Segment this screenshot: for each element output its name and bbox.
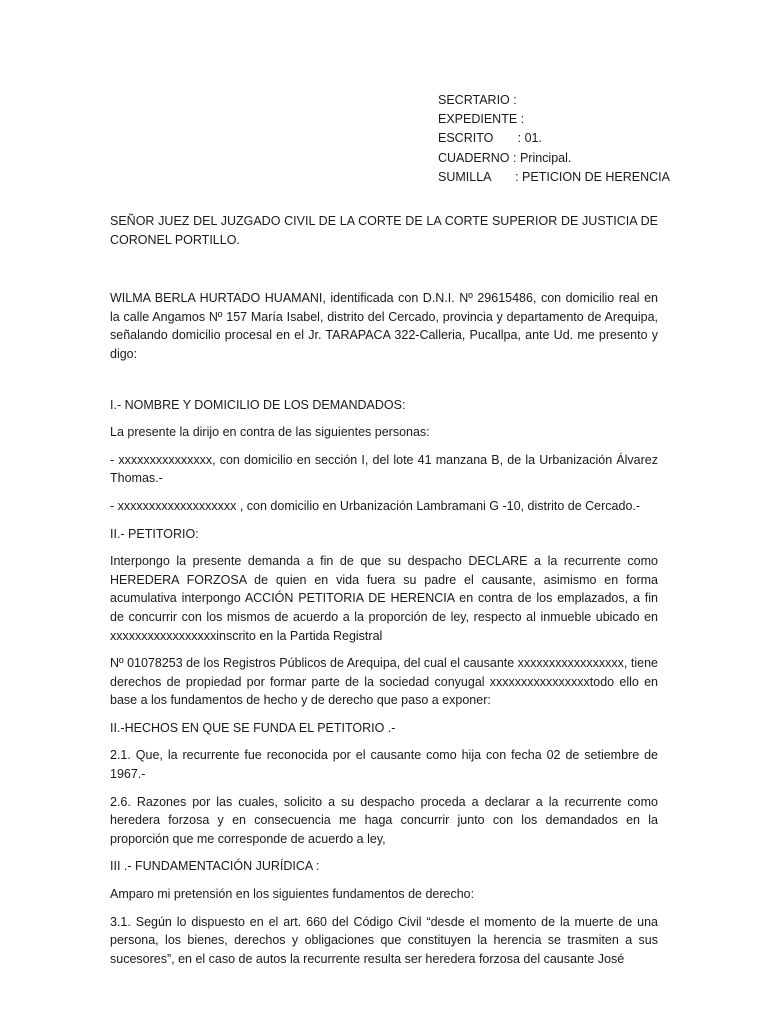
- petitorio-paragraph: Nº 01078253 de los Registros Públicos de Arequipa, del cual el causante xxxxxxxxxxxxxxxxx, tiene derechos de propiedad por formar parte de la sociedad conyugal xxxxxxxxxxxxxxxxtodo ello en base a los fundamentos de hecho y de derecho que paso a exponer:: [110, 656, 658, 708]
- legal-lead: Amparo mi pretensión en los siguientes fundamentos de derecho:: [110, 887, 475, 902]
- case-header: [438, 91, 738, 187]
- intro-paragraph: WILMA BERLA HURTADO HUAMANI, identificada con D.N.I. Nº 29615486, con domicilio real en la calle Angamos Nº 157 María Isabel, distrito del Cercado, provincia y departamento de Arequipa, señalando domicilio procesal en el Jr. TARAPACA 322-Calleria, Pucallpa, ante Ud. me presento y digo:: [110, 291, 658, 361]
- petitorio-paragraph: Interpongo la presente demanda a fin de que su despacho DECLARE a la recurrente como HEREDERA FORZOSA de quien en vida fuera su padre el causante, asimismo en forma acumulativa interpongo ACCIÓN PETITORIA DE HERENCIA en contra de los emplazados, a fin de concurrir con los mismos de acuerdo a la proporción de ley, respecto al inmueble ubicado en xxxxxxxxxxxxxxxxxinscrito en la Partida Registral: [110, 554, 658, 643]
- defendants-lead: La presente la dirijo en contra de las siguientes personas:: [110, 425, 430, 440]
- defendant-item: - xxxxxxxxxxxxxxx, con domicilio en sección I, del lote 41 manzana B, de la Urbanización Álvarez Thomas.-: [110, 452, 658, 486]
- legal-paragraph: 3.1. Según lo dispuesto en el art. 660 del Código Civil “desde el momento de la muerte de una persona, los bienes, derechos y obligaciones que constituyen la herencia se trasmiten a sus sucesores”, en el caso de autos la recurrente resulta ser heredera forzosa del causante José: [110, 914, 658, 966]
- document-body: [110, 212, 658, 977]
- sumilla-line: SUMILLA : PETICION DE HERENCIA: [438, 169, 670, 184]
- facts-paragraph: 2.6. Razones por las cuales, solicito a su despacho proceda a declarar a la recurrente como heredera forzosa y en consecuencia me haga concurrir junto con los demandados en la proporción que me corresponde de acuerdo a ley,: [110, 794, 658, 846]
- section-legal-heading: III .- FUNDAMENTACIÓN JURÍDICA :: [110, 859, 320, 874]
- escrito-line: ESCRITO : 01.: [438, 131, 542, 146]
- expediente-line: EXPEDIENTE :: [438, 112, 525, 127]
- section-defendants-heading: I.- NOMBRE Y DOMICILIO DE LOS DEMANDADOS:: [110, 397, 406, 412]
- defendant-item: - xxxxxxxxxxxxxxxxxxx , con domicilio en Urbanización Lambramani G -10, distrito de Cercado.-: [110, 498, 641, 513]
- secretario-line: SECRTARIO :: [438, 93, 517, 107]
- facts-paragraph: 2.1. Que, la recurrente fue reconocida por el causante como hija con fecha 02 de setiembre de 1967.-: [110, 748, 658, 782]
- section-facts-heading: II.-HECHOS EN QUE SE FUNDA EL PETITORIO .-: [110, 720, 396, 735]
- section-petitorio-heading: II.- PETITORIO:: [110, 526, 199, 541]
- cuaderno-line: CUADERNO : Principal.: [438, 150, 572, 165]
- addressee: SEÑOR JUEZ DEL JUZGADO CIVIL DE LA CORTE DE LA CORTE SUPERIOR DE JUSTICIA DE CORONEL PORTILLO.: [110, 214, 658, 247]
